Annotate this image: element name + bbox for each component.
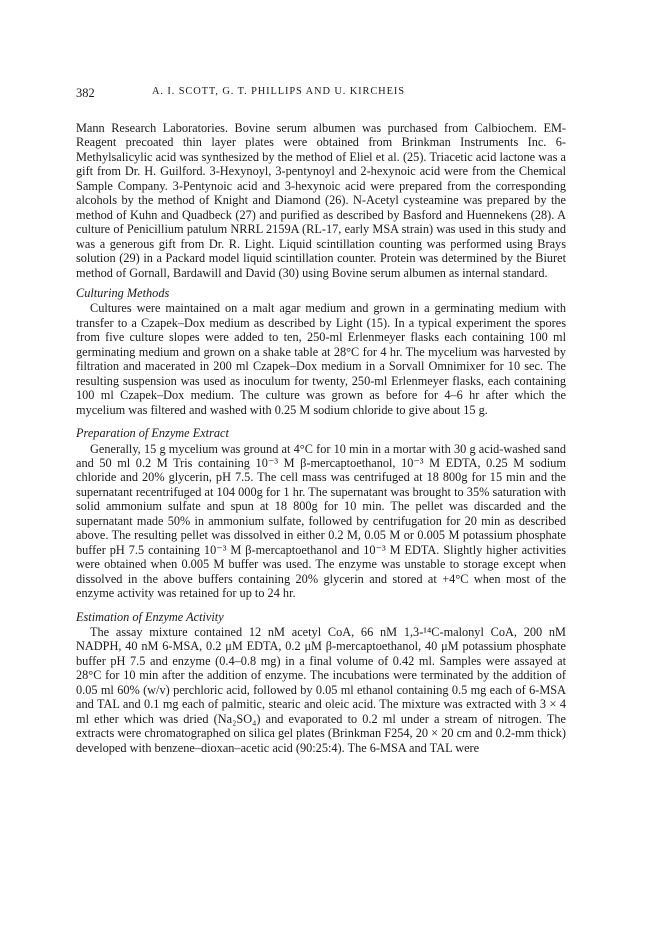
enzyme-activity-heading: Estimation of Enzyme Activity (76, 609, 224, 624)
page-number: 382 (76, 86, 95, 100)
running-title: A. I. SCOTT, G. T. PHILLIPS AND U. KIRCHEIS (152, 86, 405, 97)
page-header (76, 86, 566, 102)
materials-paragraph: Mann Research Laboratories. Bovine serum albumen was purchased from Calbiochem. EM-Reagent precoated thin layer plates were obtained from Brinkman Instruments Inc. 6-Methylsalicylic acid was synthesized by the method of Eliel et al. (25). Triacetic acid lactone was a gift from Dr. H. Guilford. 3-Hexynoyl, 3-pentynoyl and 2-hexynoic acid were from the Chemical Sample Company. 3-Pentynoic acid and 3-hexynoic acid were prepared from the corresponding alcohols by the method of Knight and Diamond (26). N-Acetyl cysteamine was prepared by the method of Kuhn and Quadbeck (27) and purified as described by Basford and Huennekens (28). A culture of Penicillium patulum NRRL 2159A (RL-17, early MSA strain) was used in this study and was a generous gift from Dr. R. Light. Liquid scintillation counting was performed using Brays solution (29) in a Packard model liquid scintillation counter. Protein was determined by the Biuret method of Gornall, Bardawill and David (30) using Bovine serum albumen as internal standard. (76, 121, 566, 280)
enzyme-extract-paragraph: Generally, 15 g mycelium was ground at 4°C for 10 min in a mortar with 30 g acid-washed sand and 50 ml 0.2 M Tris containing 10⁻³ M β-mercaptoethanol, 10⁻³ M EDTA, 0.25 M sodium chloride and 20% glycerin, pH 7.5. The cell mass was centrifuged at 18 800g for 15 min and the supernatant recentrifuged at 104 000g for 1 hr. The supernatant was brought to 35% saturation with solid ammonium sulfate and spun at 18 800g for 10 min. The pellet was discarded and the supernatant made 50% in ammonium sulfate, followed by centrifugation for 20 min as described above. The resulting pellet was dissolved in either 0.2 M, 0.05 M or 0.005 M potassium phosphate buffer pH 7.5 containing 10⁻³ M β-mercaptoethanol and 10⁻³ M EDTA. Slightly higher activities were obtained when 0.005 M buffer was used. The enzyme was unstable to storage except when dissolved in the above buffers containing 20% glycerin and stored at +4°C when most of the enzyme activity was retained for up to 24 hr. (76, 441, 566, 601)
article-body (76, 121, 566, 755)
culturing-heading: Culturing Methods (76, 285, 170, 300)
enzyme-extract-heading: Preparation of Enzyme Extract (76, 426, 229, 441)
enzyme-activity-paragraph: The assay mixture contained 12 nM acetyl CoA, 66 nM 1,3-¹⁴C-malonyl CoA, 200 nM NADPH, 40 nM 6-MSA, 0.2 μM EDTA, 0.2 μM β-mercaptoethanol, 40 μM potassium phosphate buffer pH 7.5 and enzyme (0.4–0.8 mg) in a final volume of 0.42 ml. Samples were assayed at 28°C for 10 min after the addition of enzyme. The incubations were terminated by the addition of 0.05 ml 60% (w/v) perchloric acid, followed by 0.05 ml ethanol containing 0.5 mg each of 6-MSA and TAL and 0.1 mg each of palmitic, stearic and oleic acid. The mixture was extracted with 3 × 4 ml ether which was dried (Na₂SO₄) and evaporated to 0.2 ml under a stream of nitrogen. The extracts were chromatographed on silica gel plates (Brinkman F254, 20 × 20 cm and 0.2-mm thick) developed with benzene–dioxan–acetic acid (90:25:4). The 6-MSA and TAL were (76, 624, 566, 755)
culturing-paragraph: Cultures were maintained on a malt agar medium and grown in a germinating medium with transfer to a Czapek–Dox medium as described by Light (15). In a typical experiment the spores from five culture slopes were added to ten, 250-ml Erlenmeyer flasks each containing 100 ml germinating medium and grown on a shake table at 28°C for 4 hr. The mycelium was harvested by filtration and macerated in 200 ml Czapek–Dox medium in a Sorvall Omnimixer for 10 sec. The resulting suspension was used as inoculum for twenty, 250-ml Erlenmeyer flasks, each containing 100 ml Czapek–Dox medium. The culture was grown as before for 4–6 hr after which the mycelium was filtered and washed with 0.25 M sodium chloride to give about 15 g. (76, 301, 566, 417)
